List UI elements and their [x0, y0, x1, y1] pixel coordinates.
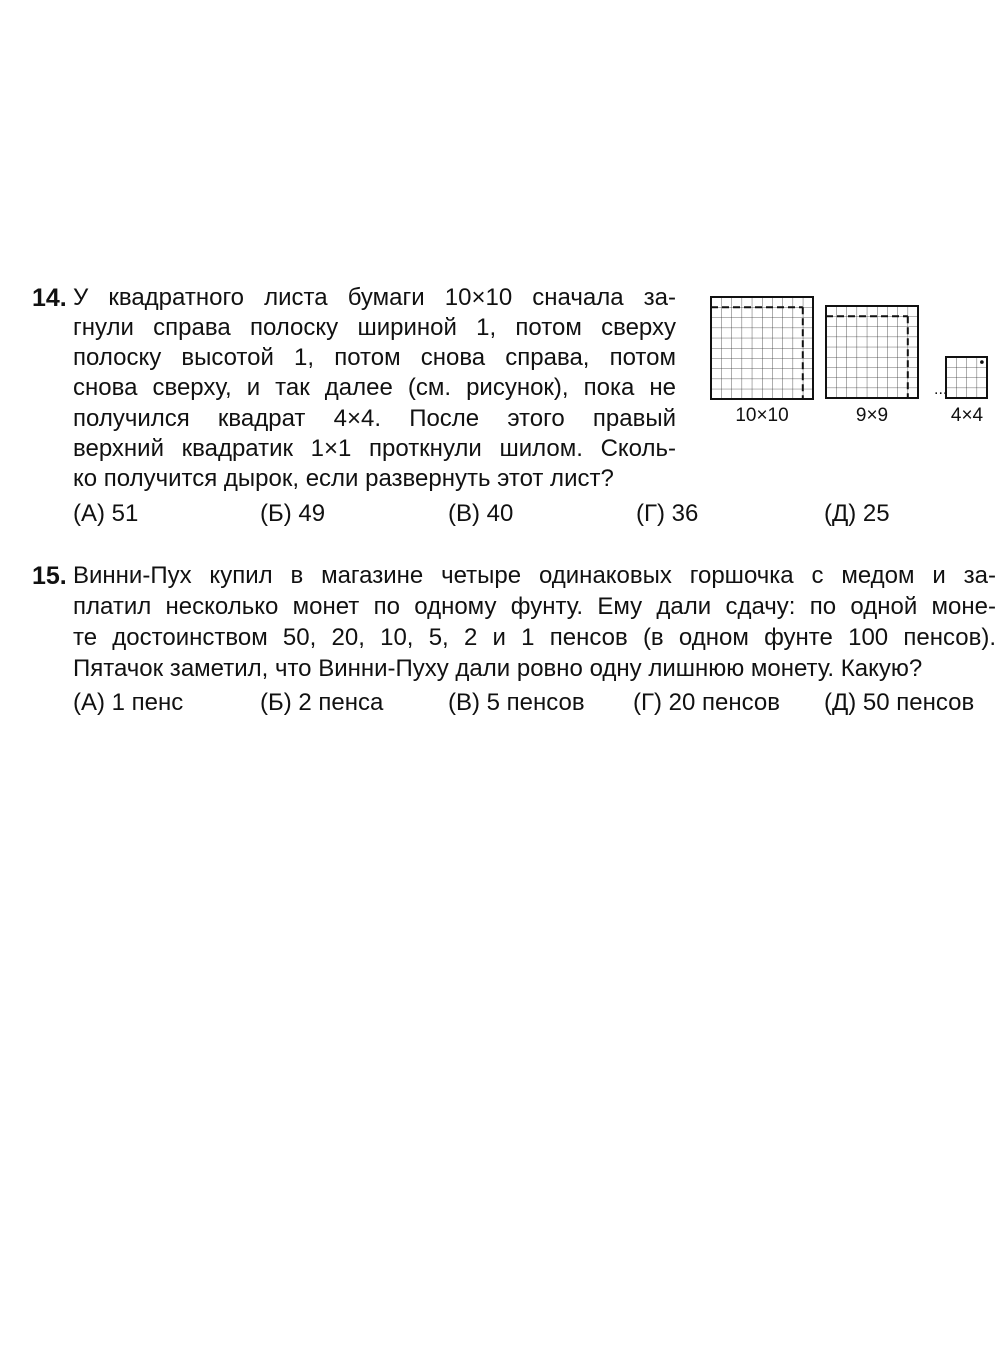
- problem-text-line: платил несколько монет по одному фунту. Ему дали сдачу: по одной моне-: [73, 593, 996, 620]
- problem-text-line: те достоинством 50, 20, 10, 5, 2 и 1 пенсов (в одном фунте 100 пенсов).: [73, 624, 996, 651]
- problem-text-line: ко получится дырок, если развернуть этот лист?: [73, 465, 614, 492]
- label-10x10: 10×10: [735, 405, 789, 426]
- hole-dot: [980, 360, 984, 364]
- problem-text-line: полоску высотой 1, потом снова справа, потом: [73, 344, 676, 371]
- answer-option-a: (А) 1 пенс: [73, 689, 184, 716]
- problem-text-line: получился квадрат 4×4. После этого правый: [73, 405, 676, 432]
- problem-number: 14.: [32, 284, 67, 312]
- square-10x10: [711, 297, 813, 399]
- ellipsis: ...: [934, 381, 948, 398]
- square-9x9: [826, 306, 918, 398]
- answer-options: [0, 499, 1007, 529]
- problem-text-line: Пятачок заметил, что Винни-Пуху дали ровно одну лишнюю монету. Какую?: [73, 655, 923, 682]
- folding-figure: [700, 288, 1000, 428]
- answer-option-b: (Б) 2 пенса: [260, 689, 384, 716]
- problem-text-line: Винни-Пух купил в магазине четыре одинаковых горшочка с медом и за-: [73, 562, 996, 589]
- problem-text-line: верхний квадратик 1×1 проткнули шилом. Сколь-: [73, 435, 676, 462]
- answer-option-b: (Б) 49: [260, 500, 326, 527]
- problem-number: 15.: [32, 562, 67, 590]
- answer-option-g: (Г) 36: [636, 500, 699, 527]
- answer-option-a: (А) 51: [73, 500, 139, 527]
- square-4x4: [946, 357, 987, 398]
- answer-option-d: (Д) 25: [824, 500, 890, 527]
- problem-text-line: снова сверху, и так далее (см. рисунок), пока не: [73, 374, 676, 401]
- label-9x9: 9×9: [855, 405, 889, 426]
- answer-options: [0, 688, 1007, 718]
- answer-option-v: (В) 40: [448, 500, 514, 527]
- answer-option-g: (Г) 20 пенсов: [633, 689, 780, 716]
- answer-option-d: (Д) 50 пенсов: [824, 689, 975, 716]
- problem-text-line: У квадратного листа бумаги 10×10 сначала за-: [73, 284, 676, 311]
- problem-text-line: гнули справа полоску шириной 1, потом сверху: [73, 314, 676, 341]
- answer-option-v: (В) 5 пенсов: [448, 689, 585, 716]
- label-4x4: 4×4: [950, 405, 984, 426]
